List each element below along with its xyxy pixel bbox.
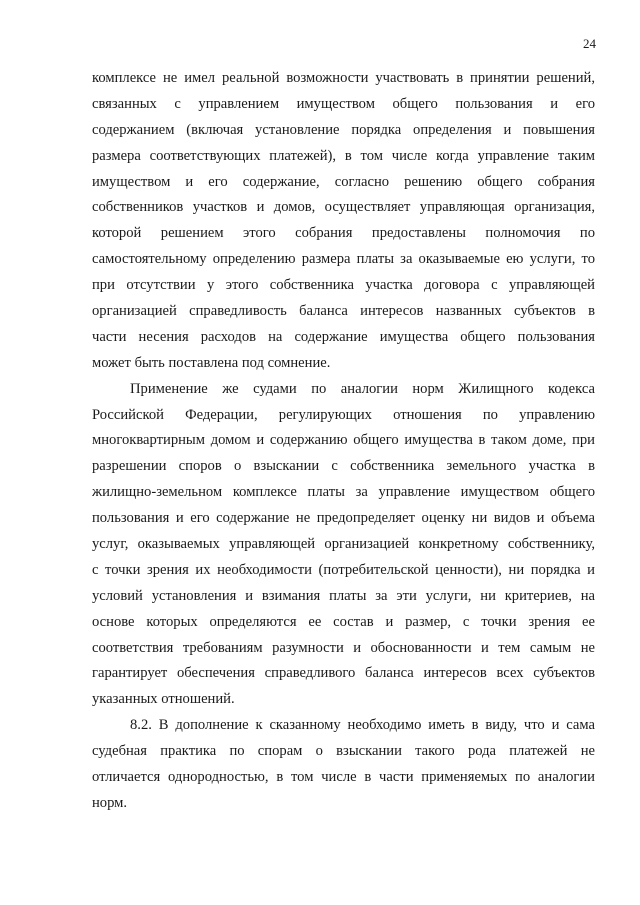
text-line: жилищно-земельном комплексе платы за управление имуществом общего	[92, 484, 595, 501]
text-line: Применение же судами по аналогии норм Жилищного кодекса	[130, 380, 595, 397]
paragraph	[92, 377, 595, 714]
text-line: судебная практика по спорам о взыскании такого рода платежей не	[92, 743, 595, 760]
document-body	[92, 66, 595, 817]
text-line: указанных отношений.	[92, 691, 235, 708]
text-line: части несения расходов на содержание имущества общего пользования	[92, 328, 595, 345]
text-line: содержанием (включая установление порядка определения и повышения	[92, 121, 595, 138]
text-line: условий установления и взимания платы за эти услуги, ни критериев, на	[92, 587, 595, 604]
text-line: услуг, оказываемых управляющей организацией конкретному собственнику,	[92, 536, 595, 553]
page-number: 24	[583, 36, 596, 51]
text-line: пользования и его содержание не предопределяет оценку ни видов и объема	[92, 510, 595, 527]
paragraph	[92, 713, 595, 817]
text-line: имуществом и его содержание, согласно решению общего собрания	[92, 173, 595, 190]
text-line: Российской Федерации, регулирующих отношения по управлению	[92, 406, 595, 423]
text-line: с точки зрения их необходимости (потребительской ценности), ни порядка и	[92, 561, 595, 578]
text-line: которой решением этого собрания предоставлены полномочия по	[92, 225, 595, 242]
text-line: может быть поставлена под сомнение.	[92, 354, 331, 371]
text-line: связанных с управлением имуществом общего пользования и его	[92, 95, 595, 112]
text-line: отличается однородностью, в том числе в части применяемых по аналогии	[92, 769, 595, 786]
text-line: организацией справедливость баланса интересов названных субъектов в	[92, 303, 595, 320]
text-line: гарантирует обеспечения справедливого баланса интересов всех субъектов	[92, 665, 595, 682]
text-line: размера соответствующих платежей), в том числе когда управление таким	[92, 147, 595, 164]
text-line: норм.	[92, 794, 128, 811]
text-line: многоквартирным домом и содержанию общего имущества в таком доме, при	[92, 432, 595, 449]
text-line: соответствия требованиям разумности и обоснованности и тем самым не	[92, 639, 595, 656]
text-line: основе которых определяются ее состав и размер, с точки зрения ее	[92, 613, 595, 630]
text-line: при отсутствии у этого собственника участка договора с управляющей	[92, 277, 595, 294]
text-line: комплексе не имел реальной возможности участвовать в принятии решений,	[92, 70, 595, 86]
paragraph	[92, 66, 595, 377]
text-line: самостоятельному определению размера платы за оказываемые ею услуги, то	[92, 251, 595, 268]
text-line: 8.2. В дополнение к сказанному необходимо иметь в виду, что и сама	[130, 717, 595, 734]
text-line: собственников участков и домов, осуществляет управляющая организация,	[92, 199, 595, 216]
text-line: разрешении споров о взыскании с собственника земельного участка в	[92, 458, 595, 475]
